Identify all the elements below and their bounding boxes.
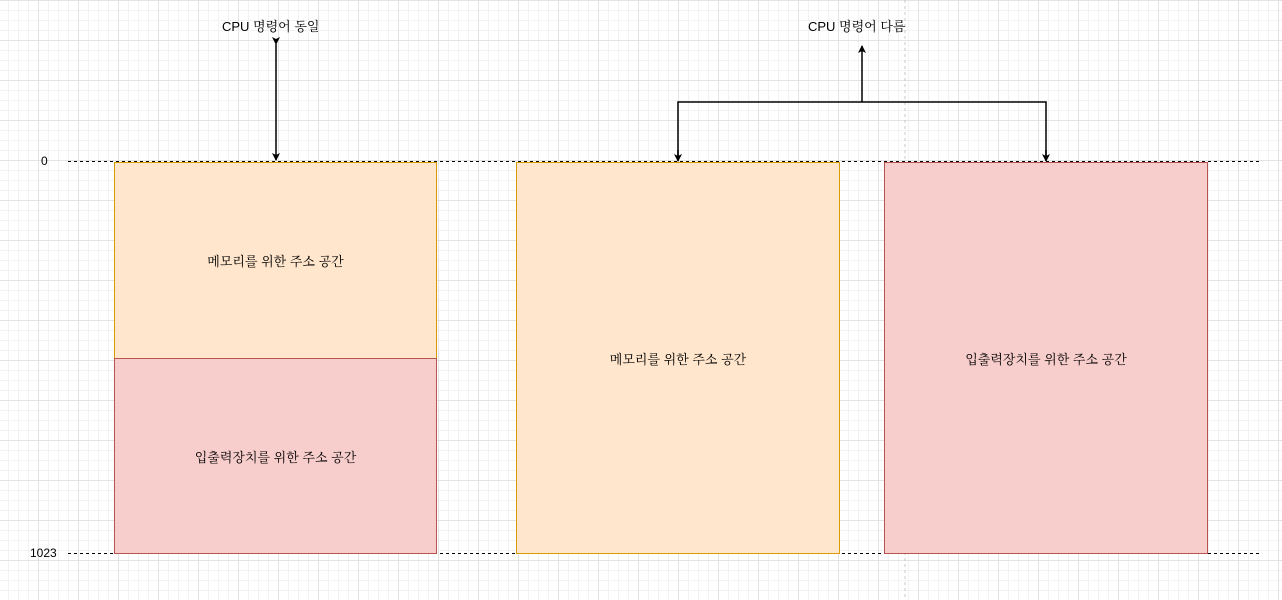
cpu-same-instruction-label: CPU 명령어 동일	[222, 19, 320, 34]
right-memory-label: 메모리를 위한 주소 공간	[609, 351, 747, 367]
left-io-label: 입출력장치를 위한 주소 공간	[194, 449, 357, 465]
left-io-address-space[interactable]	[114, 358, 437, 554]
right-io-label: 입출력장치를 위한 주소 공간	[965, 351, 1127, 367]
cpu-different-instruction-label: CPU 명령어 다름	[808, 19, 906, 34]
address-end-label: 1023	[30, 546, 57, 560]
left-memory-address-space[interactable]	[114, 162, 437, 359]
right-branch-connector	[678, 102, 1046, 160]
right-io-address-space[interactable]	[884, 162, 1208, 554]
left-memory-label: 메모리를 위한 주소 공간	[207, 254, 344, 269]
address-start-label: 0	[41, 154, 48, 168]
right-memory-address-space[interactable]	[516, 162, 840, 554]
